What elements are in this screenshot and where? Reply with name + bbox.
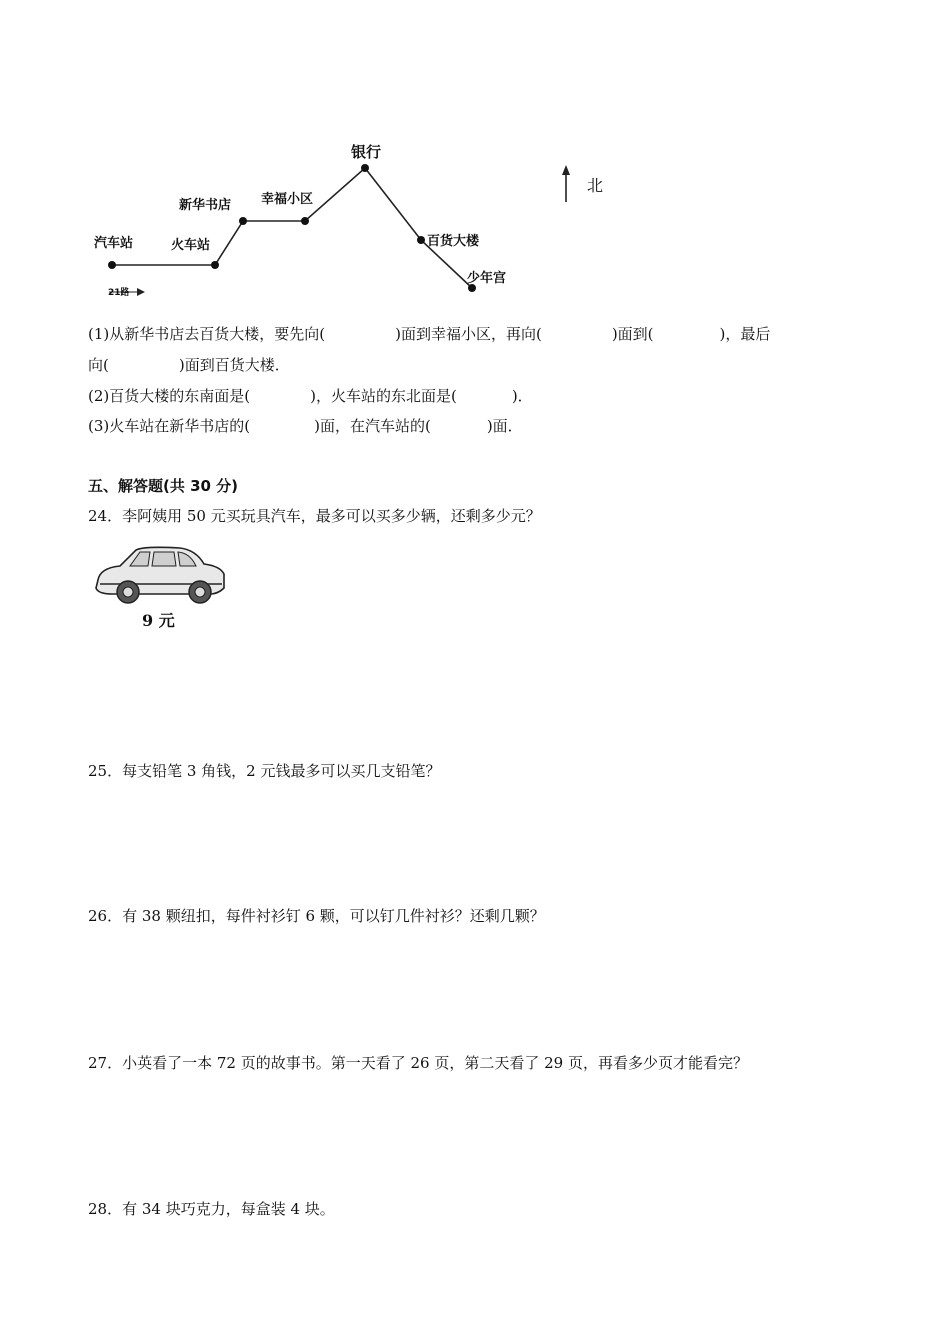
label-youth-palace: 少年宫 xyxy=(467,271,507,286)
question-1-line-2 xyxy=(88,355,290,375)
label-route: 21路 xyxy=(108,288,130,298)
label-bookstore: 新华书店 xyxy=(179,198,232,213)
q3-text-c: )面． xyxy=(486,417,523,435)
question-26: 26．有 38 颗纽扣，每件衬衫钉 6 颗，可以钉几件衬衫？还剩几颗？ xyxy=(88,907,545,925)
bookstore-dot xyxy=(239,217,247,225)
car-price: 9 元 xyxy=(142,611,175,630)
q1-text-e: 向( xyxy=(88,356,109,374)
label-bank: 银行 xyxy=(351,143,382,161)
q2-text-b: )，火车站的东北面是( xyxy=(310,387,457,405)
label-bus-station: 汽车站 xyxy=(94,236,134,251)
question-3 xyxy=(88,416,523,436)
label-train-station: 火车站 xyxy=(171,238,211,253)
q1-text-a: (1)从新华书店去百货大楼，要先向( xyxy=(88,325,326,343)
bank-dot xyxy=(361,164,369,172)
label-community: 幸福小区 xyxy=(261,192,314,207)
community-dot xyxy=(301,217,309,225)
question-24: 24．李阿姨用 50 元买玩具汽车，最多可以买多少辆，还剩多少元？ xyxy=(88,507,541,525)
q2-text-a: (2)百货大楼的东南面是( xyxy=(88,387,251,405)
section-heading: 五、解答题(共 30 分) xyxy=(88,477,239,495)
question-25: 25．每支铅笔 3 角钱，2 元钱最多可以买几支铅笔？ xyxy=(88,762,441,780)
department-store-dot xyxy=(417,236,425,244)
label-north: 北 xyxy=(587,176,604,195)
car-icon xyxy=(90,540,230,610)
question-28: 28．有 34 块巧克力，每盒装 4 块。 xyxy=(88,1200,335,1218)
question-1-line-1 xyxy=(88,324,770,344)
question-27: 27．小英看了一本 72 页的故事书。第一天看了 26 页，第二天看了 29 页，再看多少页才能看完？ xyxy=(88,1054,748,1072)
q3-text-b: )面，在汽车站的( xyxy=(314,417,431,435)
q1-text-d: )，最后 xyxy=(719,325,771,343)
route-map xyxy=(85,135,645,305)
train-station-dot xyxy=(211,261,219,269)
q1-text-f: )面到百货大楼． xyxy=(178,356,290,374)
bus-station-dot xyxy=(108,261,116,269)
q1-text-c: )面到( xyxy=(611,325,654,343)
q3-text-a: (3)火车站在新华书店的( xyxy=(88,417,251,435)
q2-text-c: )． xyxy=(511,387,533,405)
question-2 xyxy=(88,386,533,406)
toy-car-image xyxy=(90,540,230,630)
label-department-store: 百货大楼 xyxy=(427,234,480,249)
q1-text-b: )面到幸福小区，再向( xyxy=(395,325,542,343)
